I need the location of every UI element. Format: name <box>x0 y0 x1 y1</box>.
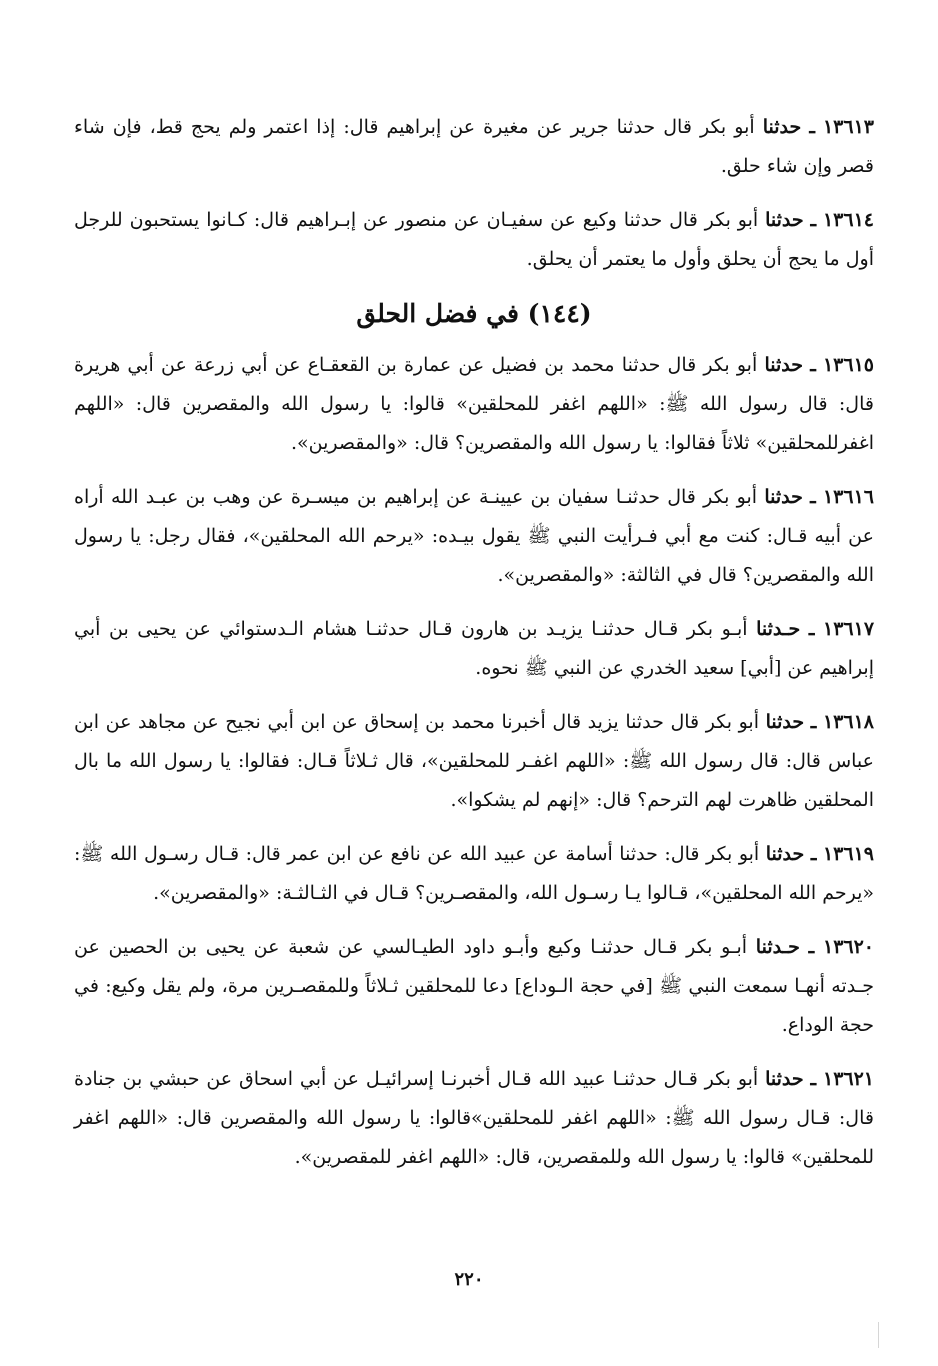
hadith-lead-word: حدثنا <box>765 1068 804 1090</box>
hadith-number: ١٣٦١٧ <box>823 618 875 640</box>
hadith-paragraph <box>74 928 874 1045</box>
hadith-number: ١٣٦١٣ <box>822 116 874 138</box>
hadith-number: ١٣٦١٦ <box>822 486 874 508</box>
hadith-separator: ـ <box>810 1068 817 1090</box>
hadith-text: أبو بكر قال حدثنا يزيد قال أخبرنا محمد بن إسحاق عن ابن أبي نجيح عن مجاهد عن ابن عباس قال: قال رسول الله ﷺ: «اللهم اغفـر للمحلقين»، قال ثـلاثاً قـال: فقالوا: يا رسول الله ما بال المحلقين ظاهرت لهم الترحم؟ قال: «إنهم لم يشكوا». <box>74 711 874 811</box>
hadith-text: أبو بكر قال حدثنا وكيع عن سفيـان عن منصور عن إبـراهيم قال: كـانوا يستحبون للرجل أول ما يحج أن يحلق وأول ما يعتمر أن يحلق. <box>74 209 874 270</box>
hadith-number: ١٣٦٢٠ <box>822 936 875 958</box>
hadith-text: أبو بكر قال حدثنا جرير عن مغيرة عن إبراهيم قال: إذا اعتمر ولم يحج قط، فإن شاء قصر وإن شاء حلق. <box>74 116 874 177</box>
hadith-lead-word: حـدثنا <box>756 618 801 640</box>
hadith-paragraph <box>74 610 874 688</box>
hadith-paragraph <box>74 835 874 913</box>
page-number: ٢٢٠ <box>454 1269 484 1290</box>
hadith-lead-word: حدثنا <box>762 116 802 138</box>
hadith-lead-word: حدثنا <box>764 486 803 508</box>
chapter-heading: (١٤٤) في فضل الحلق <box>356 299 592 328</box>
hadith-number: ١٣٦٢١ <box>822 1068 875 1090</box>
hadith-separator: ـ <box>810 354 816 376</box>
hadith-separator: ـ <box>810 486 816 508</box>
hadith-lead-word: حـدثنا <box>755 936 800 958</box>
hadith-separator: ـ <box>810 209 817 231</box>
hadith-text: أبو بكر قـال حدثنـا عبيد الله قـال أخبرنـا إسرائيـل عن أبي اسحاق عن حبشي بن جنادة قال: قـال رسول الله ﷺ: «اللهم اغفر للمحلقين»قالوا: يا رسول الله والمقصرين قال: «اللهم اغفر للمحلقين» قالوا: يا رسول الله وللمقصرين، قال: «اللهم اغفر للمقصرين». <box>74 1068 874 1168</box>
hadith-paragraph <box>74 1060 874 1177</box>
hadith-number: ١٣٦١٥ <box>822 354 874 376</box>
hadith-paragraph <box>74 346 874 463</box>
hadith-lead-word: حدثنا <box>765 711 805 733</box>
hadith-text: أبو بكر قال: حدثنا أسامة عن عبيد الله عن نافع عن ابن عمر قال: قـال رسـول الله ﷺ: «يرحم الله المحلقين»، قـالوا يـا رسـول الله، والمقصـرين؟ قـال في الثـالثـة: «والمقصرين». <box>74 843 874 904</box>
hadith-lead-word: حدثنا <box>764 354 803 376</box>
page-body <box>74 108 874 1192</box>
hadith-separator: ـ <box>810 843 817 865</box>
hadith-paragraph <box>74 108 874 186</box>
hadith-separator: ـ <box>809 116 815 138</box>
hadith-text: أبو بكر قال حدثنا محمد بن فضيل عن عمارة بن القعقـاع عن أبي زرعة عن أبي هريرة قال: قال رسول الله ﷺ: «اللهم اغفر للمحلقين» قالوا: يا رسول الله والمقصرين قال: «اللهم اغفرللمحلقين» ثلاثاً فقالوا: يا رسول الله والمقصرين؟ قال: «والمقصرين». <box>74 354 874 454</box>
hadith-text: أبـو بكر قـال حدثنـا وكيع وأبـو داود الطيـالسي عن شعبة عن يحيى بن الحصين عن جـدته أنهـا سمعت النبي ﷺ [في حجة الـوداع] دعا للمحلقين ثـلاثاً وللمقصـرين مرة، ولم يقل وكيع: في حجة الوداع. <box>74 936 874 1036</box>
hadith-text: أبو بكر قال حدثنـا سفيان بن عيينـة عن إبراهيم بن ميسـرة عن وهب بن عبـد الله أراه عن أبيه قـال: كنت مع أبي فـرأيت النبي ﷺ يقول بيـده: «يرحم الله المحلقين»، فقال رجل: يا رسول الله والمقصرين؟ قال في الثالثة: «والمقصرين». <box>74 486 874 586</box>
hadith-number: ١٣٦١٩ <box>822 843 874 865</box>
hadith-lead-word: حدثنا <box>765 209 804 231</box>
hadith-paragraph <box>74 201 874 279</box>
hadith-text: أبـو بكر قـال حدثنـا يزيـد بن هارون قـال حدثنـا هشام الـدستوائي عن يحيى بن أبي إبراهيم عن [أبي] سعيد الخدري عن النبي ﷺ نحوه. <box>74 618 874 679</box>
hadith-number: ١٣٦١٨ <box>822 711 874 733</box>
hadith-separator: ـ <box>808 936 815 958</box>
hadith-separator: ـ <box>808 618 815 640</box>
hadith-separator: ـ <box>810 711 817 733</box>
hadith-number: ١٣٦١٤ <box>822 209 874 231</box>
hadith-paragraph <box>74 478 874 595</box>
hadith-paragraph <box>74 703 874 820</box>
scan-margin-mark <box>878 1322 879 1348</box>
hadith-lead-word: حدثنا <box>765 843 805 865</box>
